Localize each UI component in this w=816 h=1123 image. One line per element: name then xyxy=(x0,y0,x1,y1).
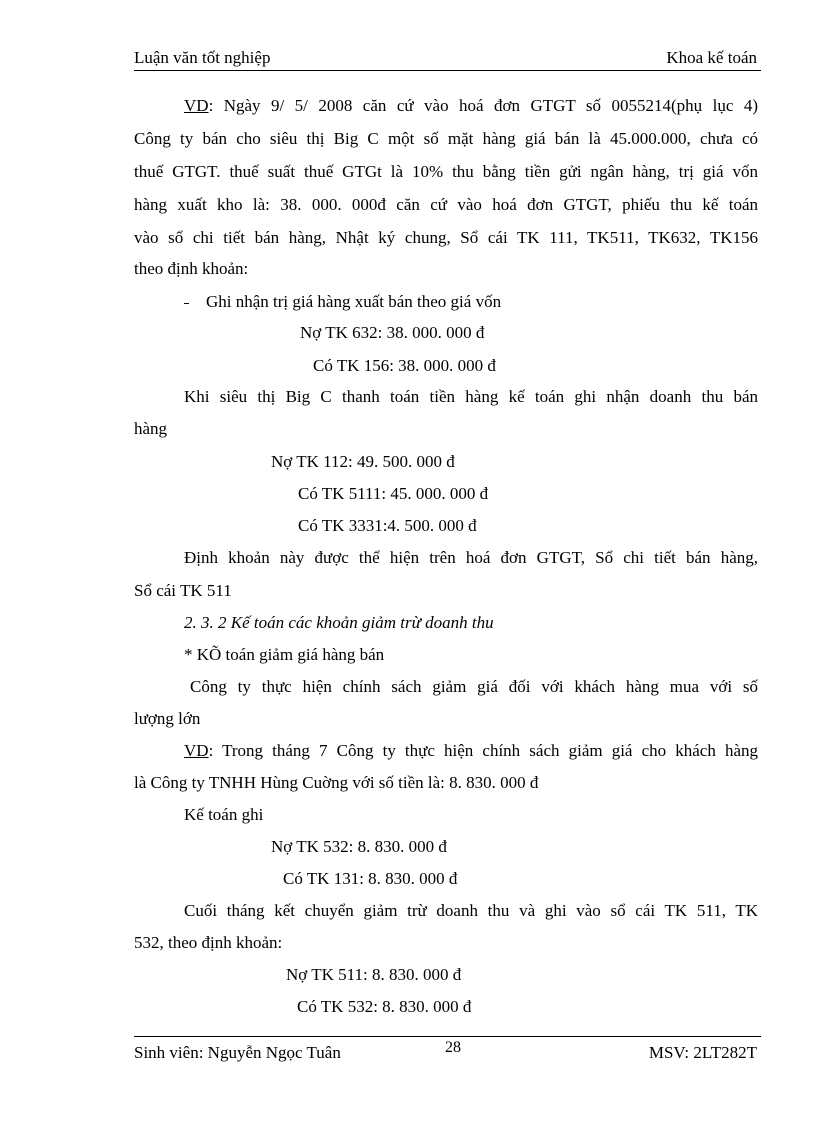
footer-student-id: MSV: 2LT282T xyxy=(648,1043,757,1062)
paragraph-line: Cuối tháng kết chuyển giảm trừ doanh thu và ghi vào sổ cái TK 511, TK xyxy=(184,901,758,920)
paragraph-line: lượng lớn xyxy=(134,709,201,728)
paragraph-line: hàng xyxy=(134,419,168,438)
paragraph-line: thuế GTGT. thuế suất thuế GTGt là 10% thu bằng tiền gửi ngân hàng, trị giá vốn xyxy=(134,162,758,181)
journal-entry-credit: Có TK 156: 38. 000. 000 đ xyxy=(313,356,496,375)
journal-entry-debit: Nợ TK 511: 8. 830. 000 đ xyxy=(286,965,462,984)
journal-entry-debit: Nợ TK 112: 49. 500. 000 đ xyxy=(271,452,455,471)
paragraph-line: theo định khoản: xyxy=(134,259,249,278)
paragraph-line: Công ty bán cho siêu thị Big C một số mặt hàng giá bán là 45.000.000, chưa có xyxy=(134,129,758,148)
journal-entry-credit: Có TK 5111: 45. 000. 000 đ xyxy=(298,484,489,503)
bullet-item: Ghi nhận trị giá hàng xuất bán theo giá vốn xyxy=(184,291,501,313)
journal-entry-debit: Nợ TK 532: 8. 830. 000 đ xyxy=(271,837,447,856)
example-label: VD xyxy=(184,741,209,760)
journal-entry-credit: Có TK 532: 8. 830. 000 đ xyxy=(297,997,472,1016)
paragraph-line: là Công ty TNHH Hùng Cuờng với số tiền là: 8. 830. 000 đ xyxy=(134,773,539,792)
paragraph-line: VD: Trong tháng 7 Công ty thực hiện chính sách giảm giá cho khách hàng xyxy=(184,741,758,760)
paragraph-line: 532, theo định khoản: xyxy=(134,933,283,952)
page-number: 28 xyxy=(445,1039,461,1056)
journal-entry-credit: Có TK 131: 8. 830. 000 đ xyxy=(283,869,458,888)
page-footer xyxy=(134,1036,761,1067)
journal-entry-credit: Có TK 3331:4. 500. 000 đ xyxy=(298,516,477,535)
paragraph-line: Công ty thực hiện chính sách giảm giá đối với khách hàng mua với số xyxy=(190,677,758,696)
paragraph-line: vào sổ chi tiết bán hàng, Nhật ký chung, Sổ cái TK 111, TK511, TK632, TK156 xyxy=(134,228,758,247)
paragraph-line: Sổ cái TK 511 xyxy=(134,581,232,600)
section-heading: 2. 3. 2 Kế toán các khoản giảm trừ doanh thu xyxy=(184,613,494,632)
dash-bullet-icon xyxy=(184,303,189,304)
subsection-heading: * KÕ toán giảm giá hàng bán xyxy=(184,645,385,664)
example-label: VD xyxy=(184,96,209,115)
page-header xyxy=(134,48,761,71)
paragraph-line: Định khoản này được thể hiện trên hoá đơn GTGT, Sổ chi tiết bán hàng, xyxy=(184,548,758,567)
journal-entry-debit: Nợ TK 632: 38. 000. 000 đ xyxy=(300,323,485,342)
header-thesis-title: Luận văn tốt nghiệp xyxy=(134,48,271,67)
footer-student-name: Sinh viên: Nguyễn Ngọc Tuân xyxy=(134,1043,341,1062)
paragraph-line: Khi siêu thị Big C thanh toán tiền hàng kế toán ghi nhận doanh thu bán xyxy=(184,387,758,406)
paragraph-line: Kế toán ghi xyxy=(184,805,264,824)
header-department: Khoa kế toán xyxy=(666,48,757,67)
paragraph-line: hàng xuất kho là: 38. 000. 000đ căn cứ vào hoá đơn GTGT, phiếu thu kế toán xyxy=(134,195,758,214)
paragraph-line: VD: Ngày 9/ 5/ 2008 căn cứ vào hoá đơn GTGT số 0055214(phụ lục 4) xyxy=(184,96,758,115)
